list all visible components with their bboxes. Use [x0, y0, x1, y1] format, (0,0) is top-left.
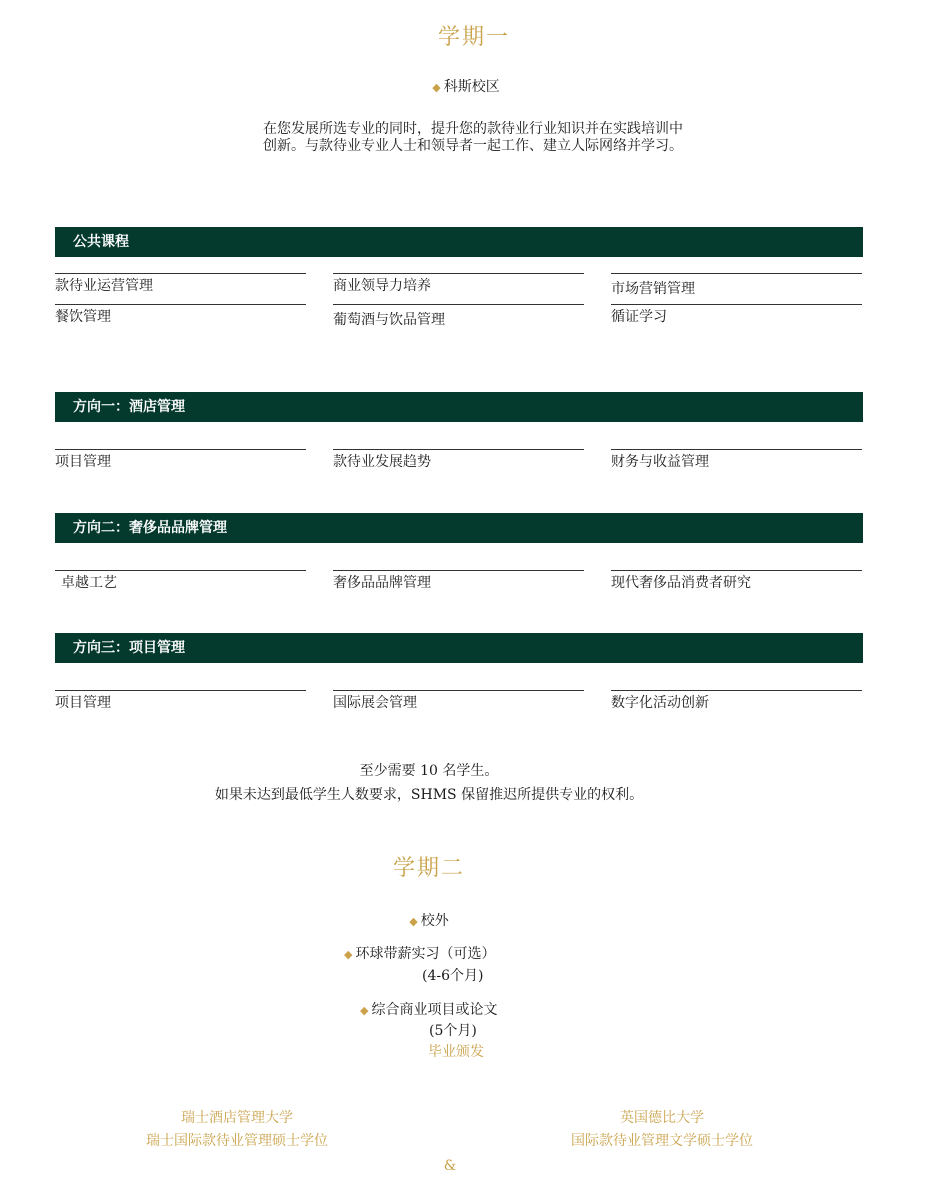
course-item: 财务与收益管理 — [611, 449, 862, 471]
graduation-label: 毕业颁发 — [428, 1044, 484, 1060]
section-bar-project: 方向三：项目管理 — [55, 633, 863, 663]
course-item: 葡萄酒与饮品管理 — [333, 304, 584, 329]
course-item: 国际展会管理 — [333, 690, 584, 712]
course-item: 餐饮管理 — [55, 304, 306, 326]
campus-label: 科斯校区 — [443, 79, 500, 95]
internship-duration: (4-6个月) — [422, 968, 484, 984]
project-line — [360, 1002, 497, 1019]
diamond-icon: ◆ — [409, 915, 418, 928]
course-item: 卓越工艺 — [55, 570, 306, 592]
section-bar-hotel: 方向一：酒店管理 — [55, 392, 863, 422]
ampersand: & — [443, 1158, 457, 1174]
diamond-icon: ◆ — [360, 1004, 369, 1017]
course-item: 数字化活动创新 — [611, 690, 862, 712]
course-item: 款待业运营管理 — [55, 273, 306, 295]
offsite-line — [0, 910, 858, 930]
internship-label: 环球带薪实习（可选） — [355, 946, 496, 962]
reserve-note: 如果未达到最低学生人数要求，SHMS 保留推迟所提供专业的权利。 — [214, 787, 644, 803]
course-item: 循证学习 — [611, 304, 862, 326]
course-item: 款待业发展趋势 — [333, 449, 584, 471]
project-label: 综合商业项目或论文 — [371, 1002, 498, 1018]
section-bar-common: 公共课程 — [55, 227, 863, 257]
course-item: 奢侈品品牌管理 — [333, 570, 584, 592]
offsite-label: 校外 — [420, 913, 449, 929]
semester1-title: 学期一 — [437, 25, 510, 50]
right-school: 英国德比大学 — [620, 1110, 704, 1126]
section-bar-luxury: 方向二：奢侈品品牌管理 — [55, 513, 863, 543]
right-degree: 国际款待业管理文学硕士学位 — [571, 1133, 753, 1149]
campus-line — [0, 76, 932, 96]
semester2-title: 学期二 — [392, 856, 465, 881]
diamond-icon: ◆ — [344, 948, 353, 961]
diamond-icon: ◆ — [432, 81, 441, 94]
semester1-intro: 在您发展所选专业的同时，提升您的款待业行业知识并在实践培训中创新。与款待业专业人士和领导者一起工作、建立人际网络并学习。 — [263, 121, 683, 154]
left-degree: 瑞士国际款待业管理硕士学位 — [146, 1133, 328, 1149]
course-item: 市场营销管理 — [611, 273, 862, 298]
project-duration: (5个月) — [429, 1023, 477, 1039]
course-item: 项目管理 — [55, 690, 306, 712]
internship-line — [344, 946, 495, 963]
course-item: 商业领导力培养 — [333, 273, 584, 295]
min-students-note: 至少需要 10 名学生。 — [359, 763, 499, 779]
left-school: 瑞士酒店管理大学 — [181, 1110, 293, 1126]
course-item: 项目管理 — [55, 449, 306, 471]
course-item: 现代奢侈品消费者研究 — [611, 570, 862, 592]
